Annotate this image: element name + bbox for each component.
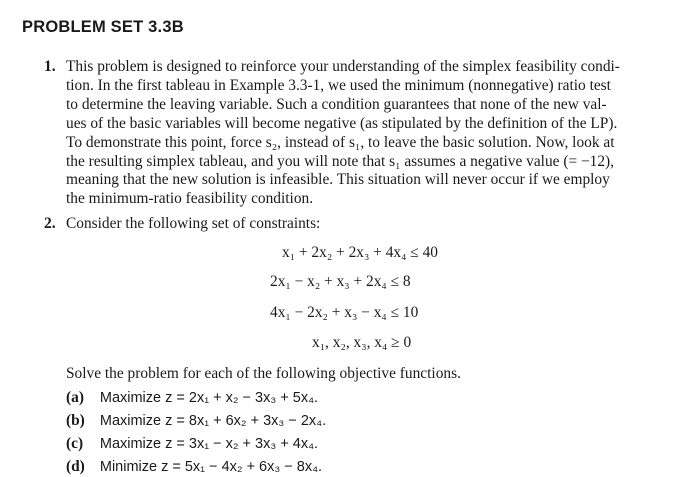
objective-d — [66, 458, 322, 476]
objective-text: Maximize z = 3x₁ − x₂ + 3x₃ + 4x₄. — [99, 436, 319, 452]
problem-2-intro: Consider the following set of constraints: — [66, 215, 321, 232]
problem-1-line: to determine the leaving variable. Such a condition guarantees that none of the new val- — [66, 95, 607, 113]
problem-1-text — [66, 58, 680, 209]
problem-1-line: the resulting simplex tableau, and you will note that s₁ assumes a negative value (= −12), — [66, 152, 615, 170]
objective-c — [66, 435, 318, 453]
objective-b — [66, 412, 326, 430]
part-label: (a) — [66, 389, 84, 406]
part-label: (c) — [66, 435, 84, 452]
problem-2-number: 2. — [44, 215, 56, 232]
part-label: (b) — [66, 412, 85, 429]
problem-2-instruction: Solve the problem for each of the following objective functions. — [66, 365, 461, 382]
problem-1-line: meaning that the new solution is infeasible. This situation will never occur if we employ — [66, 171, 610, 189]
nonnegativity-constraint: x₁, x₂, x₃, x₄ ≥ 0 — [312, 334, 412, 351]
part-label: (d) — [66, 458, 85, 475]
objective-text: Maximize z = 2x₁ + x₂ − 3x₃ + 5x₄. — [99, 390, 319, 406]
problem-1-line: To demonstrate this point, force s₂, instead of s₁, to leave the basic solution. Now, look at — [66, 133, 615, 151]
constraint-1: x₁ + 2x₂ + 2x₃ + 4x₄ ≤ 40 — [282, 244, 438, 261]
problem-set-heading: PROBLEM SET 3.3B — [22, 18, 184, 36]
objective-text: Maximize z = 8x₁ + 6x₂ + 3x₃ − 2x₄. — [99, 413, 327, 429]
constraint-2: 2x₁ − x₂ + x₃ + 2x₄ ≤ 8 — [270, 273, 411, 290]
problem-1-line: the minimum-ratio feasibility condition. — [66, 190, 314, 208]
objective-a — [66, 389, 318, 407]
problem-1-line: tion. In the first tableau in Example 3.3-1, we used the minimum (nonnegative) ratio test — [66, 76, 611, 94]
problem-1-line: This problem is designed to reinforce your understanding of the simplex feasibility condi- — [66, 58, 620, 75]
constraint-3: 4x₁ − 2x₂ + x₃ − x₄ ≤ 10 — [270, 304, 419, 321]
problem-1-line: ues of the basic variables will become negative (as stipulated by the definition of the LP). — [66, 114, 618, 132]
problem-1-number: 1. — [44, 58, 56, 75]
objective-text: Minimize z = 5x₁ − 4x₂ + 6x₃ − 8x₄. — [99, 459, 323, 475]
